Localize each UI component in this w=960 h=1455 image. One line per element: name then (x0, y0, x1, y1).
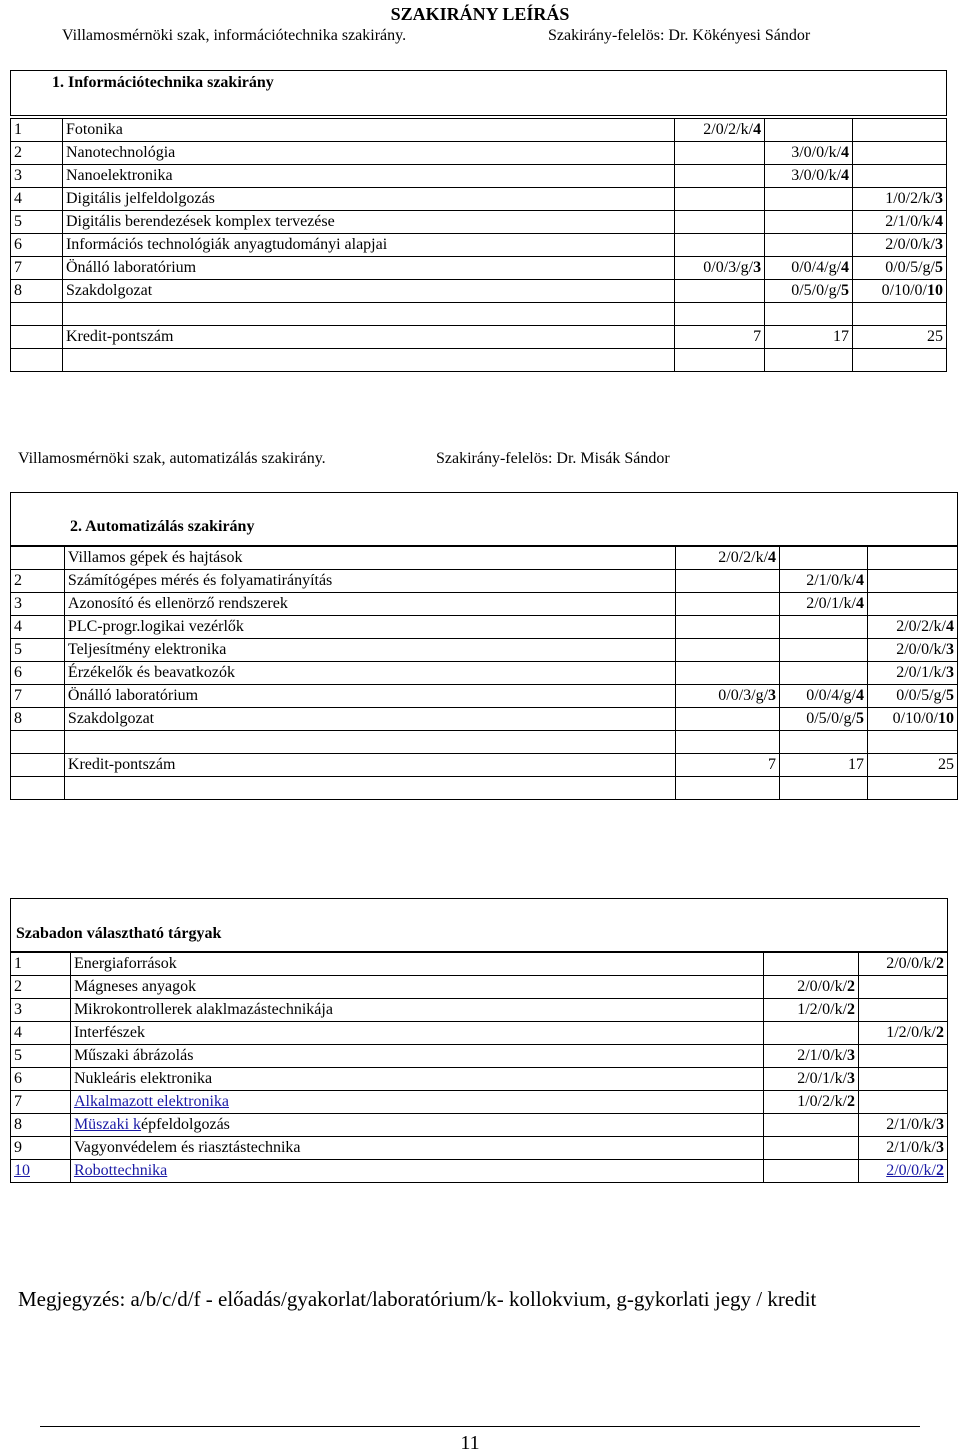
credit-label: Kredit-pontszám (62, 326, 674, 349)
credit-label: Kredit-pontszám (64, 754, 675, 777)
s1-sem2 (765, 188, 853, 211)
s1-sem1 (675, 142, 765, 165)
s2-spacer-row-cell (676, 777, 780, 800)
s3-col2 (859, 1045, 948, 1068)
s1-sem2 (765, 234, 853, 257)
s3-col2 (859, 999, 948, 1022)
s3-col1 (764, 1114, 859, 1137)
s2-sem3: 0/10/0/10 (867, 708, 957, 731)
s1-sem2 (765, 119, 853, 142)
s2-spacer-row-cell (11, 777, 65, 800)
s1-sem3: 2/1/0/k/4 (853, 211, 947, 234)
s1-spacer-row-cell (853, 303, 947, 326)
table-row (11, 119, 947, 142)
document-title: SZAKIRÁNY LEÍRÁS (390, 4, 570, 24)
s3-col1 (764, 1160, 859, 1183)
s2-sem3 (867, 570, 957, 593)
footer-rule (40, 1426, 920, 1427)
table-row (11, 142, 947, 165)
s2-course-name: Önálló laboratórium (64, 685, 675, 708)
s2-sem1 (676, 708, 780, 731)
table-row (11, 1091, 948, 1114)
s3-row-number (11, 1160, 71, 1183)
s1-spacer-row (11, 349, 947, 372)
s2-course-name: Teljesítmény elektronika (64, 639, 675, 662)
table-row (11, 616, 958, 639)
s1-course-name: Nanotechnológia (62, 142, 674, 165)
s2-spacer-row-cell (867, 777, 957, 800)
s2-sem1 (676, 570, 780, 593)
s3-course-link[interactable]: Alkalmazott elektronika (73, 1093, 229, 1110)
s3-col1: 2/1/0/k/3 (764, 1045, 859, 1068)
s3-course-link[interactable]: Robottechnika (73, 1162, 168, 1179)
s1-course-name: Fotonika (62, 119, 674, 142)
s1-spacer-row-cell (11, 303, 63, 326)
s2-course-name: Villamos gépek és hajtások (64, 547, 675, 570)
s1-spacer-row-cell (62, 349, 674, 372)
s1-spacer-row-cell (675, 349, 765, 372)
s3-col1: 2/0/0/k/2 (764, 976, 859, 999)
s1-sem3: 0/0/5/g/5 (853, 257, 947, 280)
s3-col1 (764, 953, 859, 976)
s3-col2 (859, 1091, 948, 1114)
s3-col2: 2/1/0/k/3 (859, 1137, 948, 1160)
s1-sem1 (675, 188, 765, 211)
s3-row-number: 6 (11, 1068, 71, 1091)
s2-course-name: PLC-progr.logikai vezérlők (64, 616, 675, 639)
s1-sem1 (675, 211, 765, 234)
s2-sem3: 2/0/2/k/4 (867, 616, 957, 639)
s3-course-name (70, 1160, 763, 1183)
s2-sem1: 2/0/2/k/4 (676, 547, 780, 570)
s3-row-number: 7 (11, 1091, 71, 1114)
s3-course-name (70, 1091, 763, 1114)
section2-caption: 2. Automatizálás szakirány (70, 518, 255, 535)
s3-row-number: 9 (11, 1137, 71, 1160)
credit-blank (11, 754, 65, 777)
s1-row-number: 6 (11, 234, 63, 257)
s2-sem1 (676, 616, 780, 639)
s3-col1: 2/0/1/k/3 (764, 1068, 859, 1091)
section3-caption: Szabadon választható tárgyak (16, 925, 222, 942)
s2-sem2: 0/5/0/g/5 (780, 708, 868, 731)
section1-program-label: Villamosmérnöki szak, információtechnika szakirány. (62, 27, 407, 44)
credit-value-2: 17 (765, 326, 853, 349)
s3-course-name: Energiaforrások (70, 953, 763, 976)
s1-spacer-row-cell (765, 303, 853, 326)
s1-course-name: Szakdolgozat (62, 280, 674, 303)
s3-row-number-link: 10 (14, 1162, 30, 1179)
table-row (11, 211, 947, 234)
credit-value-1: 7 (675, 326, 765, 349)
s1-sem2: 3/0/0/k/4 (765, 165, 853, 188)
s2-sem2: 2/0/1/k/4 (780, 593, 868, 616)
s3-row-number: 4 (11, 1022, 71, 1045)
s1-sem1 (675, 165, 765, 188)
s2-sem1 (676, 593, 780, 616)
s1-sem1: 0/0/3/g/3 (675, 257, 765, 280)
s2-sem3 (867, 547, 957, 570)
s2-spacer-row-cell (11, 731, 65, 754)
s3-course-name: Mágneses anyagok (70, 976, 763, 999)
table-row (11, 570, 958, 593)
s1-row-number: 8 (11, 280, 63, 303)
s3-row-number: 5 (11, 1045, 71, 1068)
s2-course-name: Szakdolgozat (64, 708, 675, 731)
credit-value-3: 25 (867, 754, 957, 777)
s2-sem2 (780, 639, 868, 662)
s2-spacer-row-cell (676, 731, 780, 754)
credit-value-2: 17 (780, 754, 868, 777)
s2-row-number: 7 (11, 685, 65, 708)
s2-sem1 (676, 639, 780, 662)
s1-credit-row (11, 326, 947, 349)
s3-col2: 2/0/0/k/2 (859, 953, 948, 976)
s2-sem2: 0/0/4/g/4 (780, 685, 868, 708)
table-row (11, 1160, 948, 1183)
s2-row-number (11, 547, 65, 570)
s2-row-number: 4 (11, 616, 65, 639)
s2-spacer-row-cell (780, 777, 868, 800)
s2-sem2 (780, 547, 868, 570)
table-row (11, 280, 947, 303)
table-row (11, 1137, 948, 1160)
s1-course-name: Nanoelektronika (62, 165, 674, 188)
section1-table (10, 118, 947, 372)
table-row (11, 685, 958, 708)
section3-table (10, 952, 948, 1183)
s3-col2 (859, 976, 948, 999)
s1-sem2: 0/5/0/g/5 (765, 280, 853, 303)
s2-sem3 (867, 593, 957, 616)
s2-sem1 (676, 662, 780, 685)
s3-course-name: Nukleáris elektronika (70, 1068, 763, 1091)
s2-sem3: 0/0/5/g/5 (867, 685, 957, 708)
credit-blank (11, 326, 63, 349)
s1-sem3: 2/0/0/k/3 (853, 234, 947, 257)
s1-spacer-row-cell (62, 303, 674, 326)
s1-sem3: 1/0/2/k/3 (853, 188, 947, 211)
table-row (11, 976, 948, 999)
s2-sem3: 2/0/0/k/3 (867, 639, 957, 662)
s2-row-number: 2 (11, 570, 65, 593)
s3-col2: 1/2/0/k/2 (859, 1022, 948, 1045)
section2-responsible: Szakirány-felelös: Dr. Misák Sándor (436, 450, 670, 467)
s1-course-name: Önálló laboratórium (62, 257, 674, 280)
s1-sem3: 0/10/0/10 (853, 280, 947, 303)
s1-spacer-row-cell (11, 349, 63, 372)
table-row (11, 1114, 948, 1137)
s2-sem1: 0/0/3/g/3 (676, 685, 780, 708)
table-row (11, 257, 947, 280)
s2-sem2 (780, 662, 868, 685)
credit-value-1: 7 (676, 754, 780, 777)
s1-course-name: Információs technológiák anyagtudományi alapjai (62, 234, 674, 257)
s2-sem2: 2/1/0/k/4 (780, 570, 868, 593)
table-row (11, 999, 948, 1022)
s2-row-number: 6 (11, 662, 65, 685)
s2-spacer-row-cell (780, 731, 868, 754)
s2-course-name: Érzékelők és beavatkozók (64, 662, 675, 685)
s1-spacer-row-cell (675, 303, 765, 326)
s2-spacer-row-cell (867, 731, 957, 754)
credit-value-3: 25 (853, 326, 947, 349)
page-number: 11 (460, 1432, 480, 1454)
s1-sem3 (853, 165, 947, 188)
s1-sem1 (675, 234, 765, 257)
s3-col2: 2/1/0/k/3 (859, 1114, 948, 1137)
section2-program-label: Villamosmérnöki szak, automatizálás szakirány. (18, 450, 326, 467)
table-row (11, 1045, 948, 1068)
table-row (11, 1068, 948, 1091)
s2-sem2 (780, 616, 868, 639)
table-row (11, 708, 958, 731)
s2-spacer-row-cell (64, 731, 675, 754)
s3-col1 (764, 1137, 859, 1160)
s3-col2: 2/0/0/k/2 (859, 1160, 948, 1183)
s1-row-number: 7 (11, 257, 63, 280)
s2-spacer-row (11, 777, 958, 800)
s2-spacer-row (11, 731, 958, 754)
s3-row-number: 1 (11, 953, 71, 976)
s2-course-name: Azonosító és ellenörző rendszerek (64, 593, 675, 616)
table-row (11, 1022, 948, 1045)
s1-sem3 (853, 142, 947, 165)
table-row (11, 547, 958, 570)
s3-course-name: Mikrokontrollerek alaklmazástechnikája (70, 999, 763, 1022)
s1-sem2: 0/0/4/g/4 (765, 257, 853, 280)
table-row (11, 165, 947, 188)
table-row (11, 662, 958, 685)
s2-row-number: 8 (11, 708, 65, 731)
s1-row-number: 1 (11, 119, 63, 142)
s2-row-number: 3 (11, 593, 65, 616)
s3-col2 (859, 1068, 948, 1091)
s2-spacer-row-cell (64, 777, 675, 800)
s3-course-link[interactable]: Müszaki k (73, 1116, 142, 1133)
s3-row-number: 3 (11, 999, 71, 1022)
s3-course-name: Műszaki ábrázolás (70, 1045, 763, 1068)
s3-course-name: Müszaki képfeldolgozás (70, 1114, 763, 1137)
s3-col1 (764, 1022, 859, 1045)
s1-sem1: 2/0/2/k/4 (675, 119, 765, 142)
s1-spacer-row-cell (853, 349, 947, 372)
s1-sem2 (765, 211, 853, 234)
s3-col1: 1/2/0/k/2 (764, 999, 859, 1022)
s2-course-name: Számítógépes mérés és folyamatirányítás (64, 570, 675, 593)
s3-course-name: Vagyonvédelem és riasztástechnika (70, 1137, 763, 1160)
s1-row-number: 4 (11, 188, 63, 211)
table-row (11, 593, 958, 616)
s3-row-number: 8 (11, 1114, 71, 1137)
table-row (11, 234, 947, 257)
table-row (11, 639, 958, 662)
section1-caption: 1. Információtechnika szakirány (52, 74, 274, 91)
section1-responsible: Szakirány-felelös: Dr. Kökényesi Sándor (548, 27, 811, 44)
abbreviation-note: Megjegyzés: a/b/c/d/f - előadás/gyakorlat/laboratórium/k- kollokvium, g-gykorlati jegy / kredit (18, 1287, 817, 1311)
s3-course-name: Interfészek (70, 1022, 763, 1045)
s2-row-number: 5 (11, 639, 65, 662)
s1-sem1 (675, 280, 765, 303)
table-row (11, 188, 947, 211)
s3-col1: 1/0/2/k/2 (764, 1091, 859, 1114)
s1-row-number: 2 (11, 142, 63, 165)
section2-table (10, 546, 958, 800)
s1-row-number: 5 (11, 211, 63, 234)
s1-course-name: Digitális berendezések komplex tervezése (62, 211, 674, 234)
s3-row-number: 2 (11, 976, 71, 999)
s1-sem3 (853, 119, 947, 142)
table-row (11, 953, 948, 976)
s1-course-name: Digitális jelfeldolgozás (62, 188, 674, 211)
s1-sem2: 3/0/0/k/4 (765, 142, 853, 165)
s1-spacer-row (11, 303, 947, 326)
s2-credit-row (11, 754, 958, 777)
s2-sem3: 2/0/1/k/3 (867, 662, 957, 685)
s1-row-number: 3 (11, 165, 63, 188)
s1-spacer-row-cell (765, 349, 853, 372)
